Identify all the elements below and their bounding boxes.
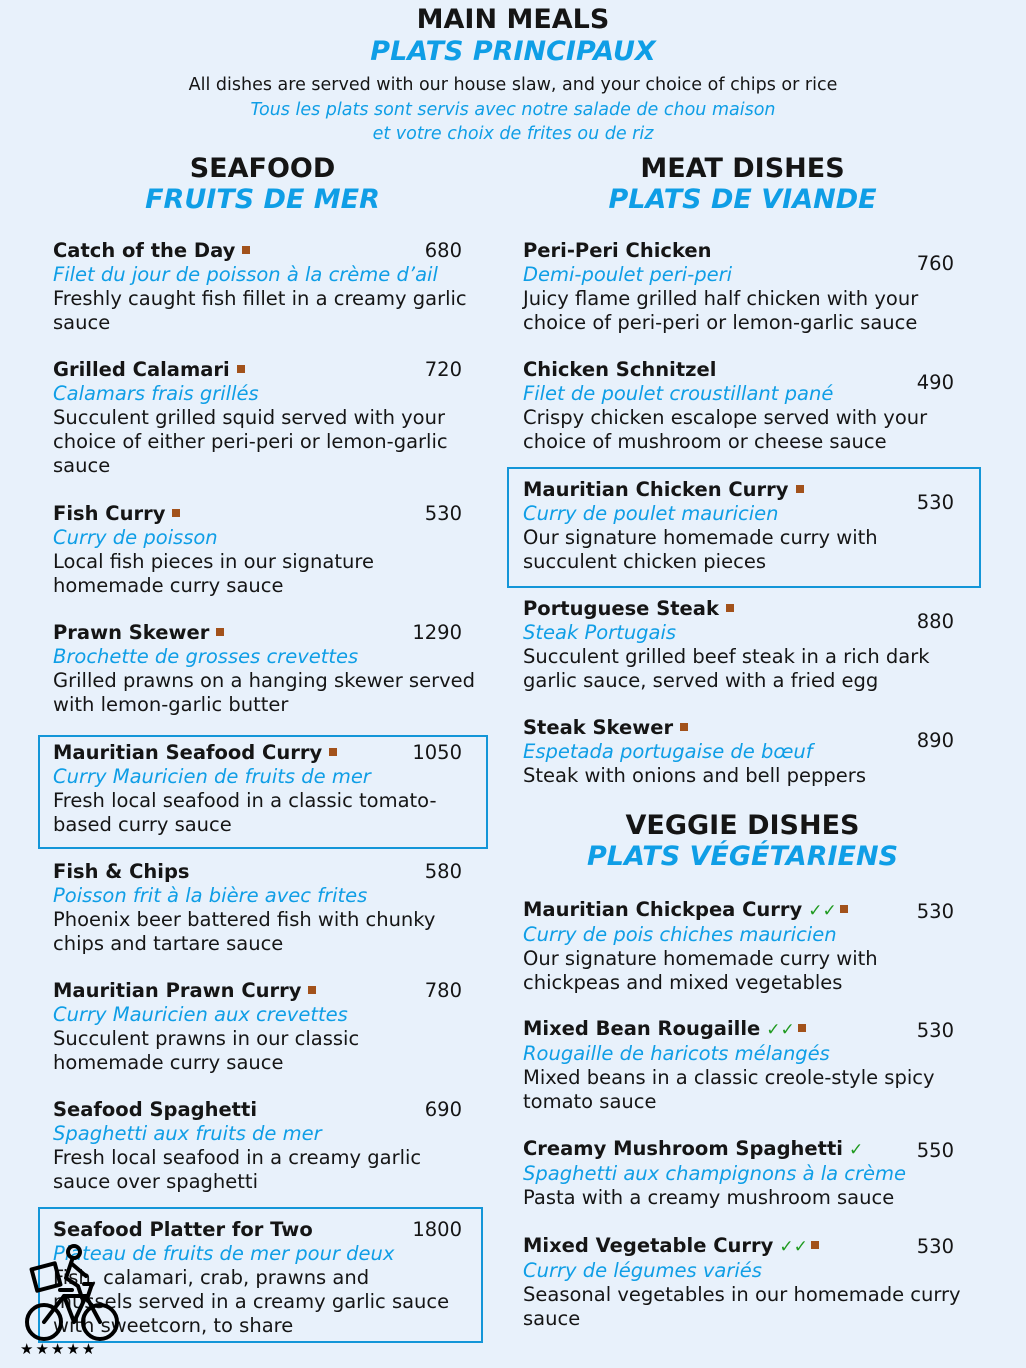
item-name-fr: Curry Mauricien aux crevettes (53, 1003, 348, 1026)
item-name: Chicken Schnitzel (523, 358, 717, 381)
item-name-fr: Filet du jour de poisson à la crème d’ail (53, 263, 438, 286)
item-name: Fish Curry (53, 502, 166, 525)
square-marker-icon (242, 246, 250, 254)
double-check-icon: ✓✓ (766, 1020, 795, 1040)
item-description: Juicy flame grilled half chicken with your choice of peri-peri or lemon-garlic sauce (523, 287, 919, 334)
square-marker-icon (329, 748, 337, 756)
veggie-title-fr: PLATS VÉGÉTARIENS (586, 841, 899, 872)
item-name-fr: Curry de poulet mauricien (523, 502, 779, 525)
item-description: Fresh local seafood in a creamy garlic sauce over spaghetti (53, 1146, 422, 1193)
item-description: Crispy chicken escalope served with your choice of mushroom or cheese sauce (523, 406, 928, 453)
square-marker-icon (726, 604, 734, 612)
veggie-heading (530, 810, 955, 872)
item-name: Catch of the Day (53, 239, 236, 262)
item-price: 1290 (412, 621, 462, 644)
item-price: 690 (424, 1098, 462, 1121)
check-icon: ✓ (848, 1140, 864, 1160)
item-price: 490 (916, 371, 954, 394)
item-price: 530 (916, 1235, 954, 1258)
item-name-fr: Poisson frit à la bière avec frites (53, 884, 368, 907)
item-description: Steak with onions and bell peppers (523, 764, 866, 787)
item-name: Prawn Skewer (53, 621, 210, 644)
item-name: Mixed Bean Rougaille (523, 1017, 761, 1040)
item-price: 1800 (412, 1218, 462, 1241)
item-price: 720 (424, 358, 462, 381)
item-price: 890 (916, 729, 954, 752)
item-description: Succulent grilled squid served with your choice of either peri-peri or lemon-garlic sauce (53, 406, 448, 477)
item-name: Seafood Spaghetti (53, 1098, 258, 1121)
intro-fr-2: et votre choix de frites ou de riz (372, 124, 654, 144)
item-price: 760 (916, 252, 954, 275)
delivery-badge[interactable] (16, 1244, 126, 1362)
item-name: Creamy Mushroom Spaghetti (523, 1137, 843, 1160)
meat-heading (530, 153, 955, 215)
item-description: Phoenix beer battered fish with chunky chips and tartare sauce (53, 908, 436, 955)
square-marker-icon (216, 628, 224, 636)
item-name: Mixed Vegetable Curry (523, 1234, 774, 1257)
item-description: Succulent prawns in our classic homemade curry sauce (53, 1027, 360, 1074)
item-name: Mauritian Seafood Curry (53, 741, 323, 764)
item-name-fr: Curry de légumes variés (523, 1259, 762, 1282)
double-check-icon: ✓✓ (808, 901, 837, 921)
square-marker-icon (796, 485, 804, 493)
double-check-icon: ✓✓ (779, 1237, 808, 1257)
item-description: Grilled prawns on a hanging skewer served with lemon-garlic butter (53, 669, 476, 716)
seafood-heading (50, 153, 475, 215)
item-price: 550 (916, 1139, 954, 1162)
square-marker-icon (840, 905, 848, 913)
item-name-fr: Plateau de fruits de mer pour deux (53, 1242, 395, 1265)
square-marker-icon (172, 509, 180, 517)
item-description: Local fish pieces in our signature homemade curry sauce (53, 550, 374, 597)
item-name: Mauritian Chicken Curry (523, 478, 789, 501)
seafood-title-fr: FRUITS DE MER (145, 184, 380, 215)
meat-title: MEAT DISHES (640, 153, 845, 184)
item-price: 530 (916, 900, 954, 923)
item-price: 580 (424, 860, 462, 883)
item-description: Our signature homemade curry with chickpeas and mixed vegetables (523, 947, 878, 994)
page-title-fr: PLATS PRINCIPAUX (370, 36, 656, 67)
meat-title-fr: PLATS DE VIANDE (608, 184, 877, 215)
item-name-fr: Calamars frais grillés (53, 382, 259, 405)
square-marker-icon (811, 1241, 819, 1249)
item-name-fr: Demi-poulet peri-peri (523, 263, 733, 286)
item-name: Portuguese Steak (523, 597, 719, 620)
item-name-fr: Espetada portugaise de bœuf (523, 740, 813, 763)
item-description: Fish, calamari, crab, prawns and mussels served in a creamy garlic sauce with sweetcorn, to share (53, 1266, 450, 1337)
item-description: Pasta with a creamy mushroom sauce (523, 1186, 895, 1209)
intro-fr-1: Tous les plats sont servis avec notre salade de chou maison (250, 99, 776, 120)
item-price: 780 (424, 979, 462, 1002)
veggie-title: VEGGIE DISHES (625, 810, 860, 841)
seafood-title: SEAFOOD (189, 153, 336, 184)
item-name: Mauritian Chickpea Curry (523, 898, 803, 921)
square-marker-icon (237, 365, 245, 373)
item-price: 680 (424, 239, 462, 262)
item-name: Steak Skewer (523, 716, 674, 739)
square-marker-icon (680, 723, 688, 731)
item-name-fr: Curry Mauricien de fruits de mer (53, 765, 371, 788)
item-price: 530 (916, 491, 954, 514)
item-name-fr: Rougaille de haricots mélangés (523, 1042, 830, 1065)
item-name-fr: Steak Portugais (523, 621, 677, 644)
item-price: 1050 (412, 741, 462, 764)
item-description: Freshly caught fish fillet in a creamy garlic sauce (53, 287, 467, 334)
item-description: Succulent grilled beef steak in a rich dark garlic sauce, served with a fried egg (523, 645, 930, 692)
item-description: Fresh local seafood in a classic tomato-based curry sauce (53, 789, 437, 836)
item-name-fr: Brochette de grosses crevettes (53, 645, 359, 668)
item-name: Grilled Calamari (53, 358, 230, 381)
intro-en: All dishes are served with our house slaw, and your choice of chips or rice (188, 75, 838, 95)
item-description: Seasonal vegetables in our homemade curry sauce (523, 1283, 961, 1330)
item-name-fr: Filet de poulet croustillant pané (523, 382, 834, 405)
rating-stars: ★★★★★ (20, 1340, 98, 1358)
item-description: Our signature homemade curry with succulent chicken pieces (523, 526, 878, 573)
item-name-fr: Spaghetti aux fruits de mer (53, 1122, 322, 1145)
intro-text (0, 73, 1026, 147)
item-name: Seafood Platter for Two (53, 1218, 313, 1241)
item-description: Mixed beans in a classic creole-style spicy tomato sauce (523, 1066, 935, 1113)
item-name: Mauritian Prawn Curry (53, 979, 302, 1002)
item-name-fr: Curry de pois chiches mauricien (523, 923, 837, 946)
item-price: 530 (916, 1019, 954, 1042)
square-marker-icon (798, 1024, 806, 1032)
item-name-fr: Spaghetti aux champignons à la crème (523, 1162, 907, 1185)
square-marker-icon (308, 986, 316, 994)
item-price: 880 (916, 610, 954, 633)
item-name: Fish & Chips (53, 860, 190, 883)
item-name-fr: Curry de poisson (53, 526, 218, 549)
item-name: Peri-Peri Chicken (523, 239, 712, 262)
item-price: 530 (424, 502, 462, 525)
page-title: MAIN MEALS (416, 4, 610, 35)
